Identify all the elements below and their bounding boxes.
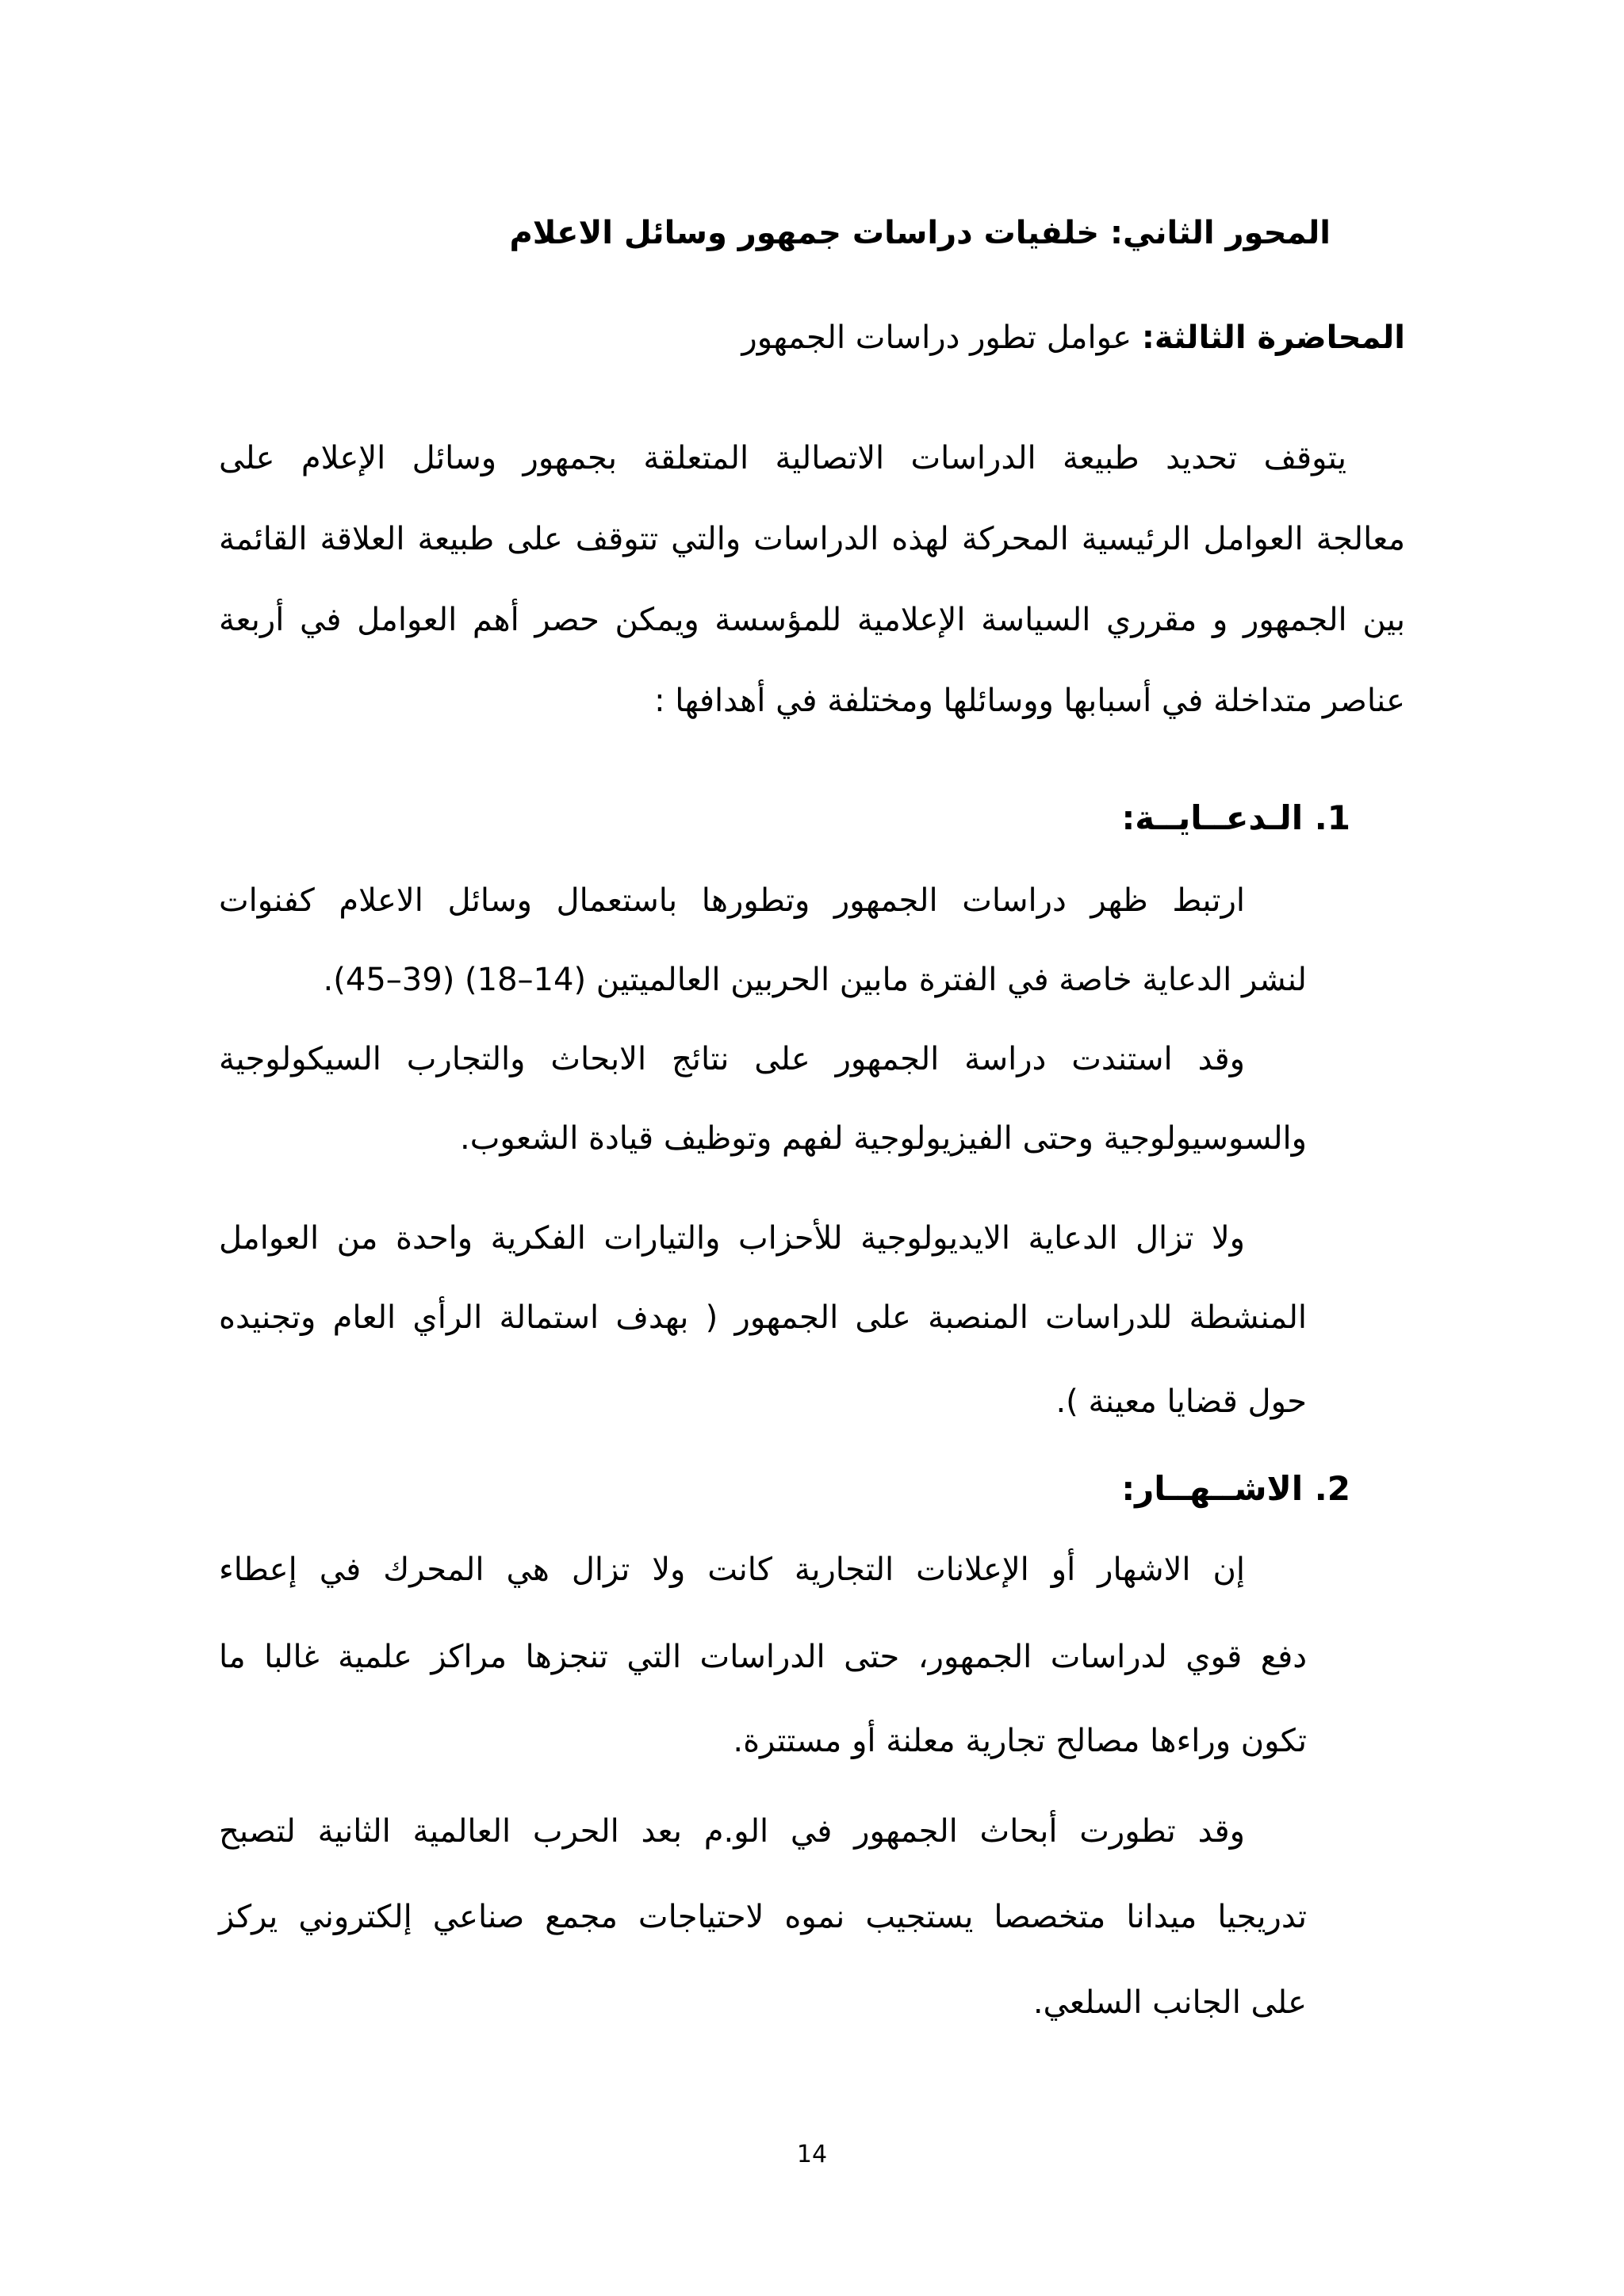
section1-line: لنشر الدعاية خاصة في الفترة مابين الحربين العالميتين (14–18) (39–45). (323, 962, 1307, 998)
section1-line: ارتبط ظهر دراسات الجمهور وتطورها باستعمال وسائل الاعلام كفنوات (219, 882, 1245, 919)
section2-line: وقد تطورت أبحاث الجمهور في الو.م بعد الحرب العالمية الثانية لتصبح (219, 1813, 1245, 1850)
axis-title: المحور الثاني: خلفيات دراسات جمهور وسائل الاعلام (509, 215, 1331, 251)
section2-line: إن الاشهار أو الإعلانات التجارية كانت ولا تزال هي المحرك في إعطاء (219, 1552, 1245, 1588)
section1-heading: 1. الـدعــايــة: (1121, 798, 1350, 837)
section1-line: ولا تزال الدعاية الايديولوجية للأحزاب والتيارات الفكرية واحدة من العوامل (219, 1220, 1245, 1257)
lecture-title: عوامل تطور دراسات الجمهور (741, 320, 1132, 356)
intro-line: معالجة العوامل الرئيسية المحركة لهذه الدراسات والتي تتوقف على طبيعة العلاقة القائمة (219, 521, 1405, 557)
section2-line: تدريجيا ميدانا متخصصا يستجيب نموه لاحتياجات مجمع صناعي إلكتروني يركز (219, 1899, 1307, 1935)
intro-line: عناصر متداخلة في أسبابها ووسائلها ومختلفة في أهدافها : (654, 683, 1405, 719)
section2-line: دفع قوي لدراسات الجمهور، حتى الدراسات التي تنجزها مراكز علمية غالبا ما (219, 1639, 1307, 1675)
section2-line: تكون وراءها مصالح تجارية معلنة أو مستترة. (733, 1723, 1307, 1759)
section1-line: وقد استندت دراسة الجمهور على نتائج الابحاث والتجارب السيكولوجية (219, 1041, 1245, 1077)
section2-heading: 2. الاشــهــار: (1121, 1469, 1350, 1508)
page-number: 14 (796, 2141, 828, 2168)
lecture-label: المحاضرة الثالثة: (1141, 320, 1405, 356)
section1-line: والسوسيولوجية وحتى الفيزيولوجية لفهم وتوظيف قيادة الشعوب. (460, 1120, 1307, 1157)
section1-line: حول قضايا معينة ). (1055, 1383, 1307, 1420)
lecture-heading (741, 314, 1405, 362)
section1-line: المنشطة للدراسات المنصبة على الجمهور ( بهدف استمالة الرأي العام وتجنيده (219, 1299, 1307, 1336)
section2-line: على الجانب السلعي. (1032, 1984, 1307, 2021)
intro-line: بين الجمهور و مقرري السياسة الإعلامية للمؤسسة ويمكن حصر أهم العوامل في أربعة (219, 602, 1405, 638)
intro-line: يتوقف تحديد طبيعة الدراسات الاتصالية المتعلقة بجمهور وسائل الإعلام على (219, 440, 1346, 476)
